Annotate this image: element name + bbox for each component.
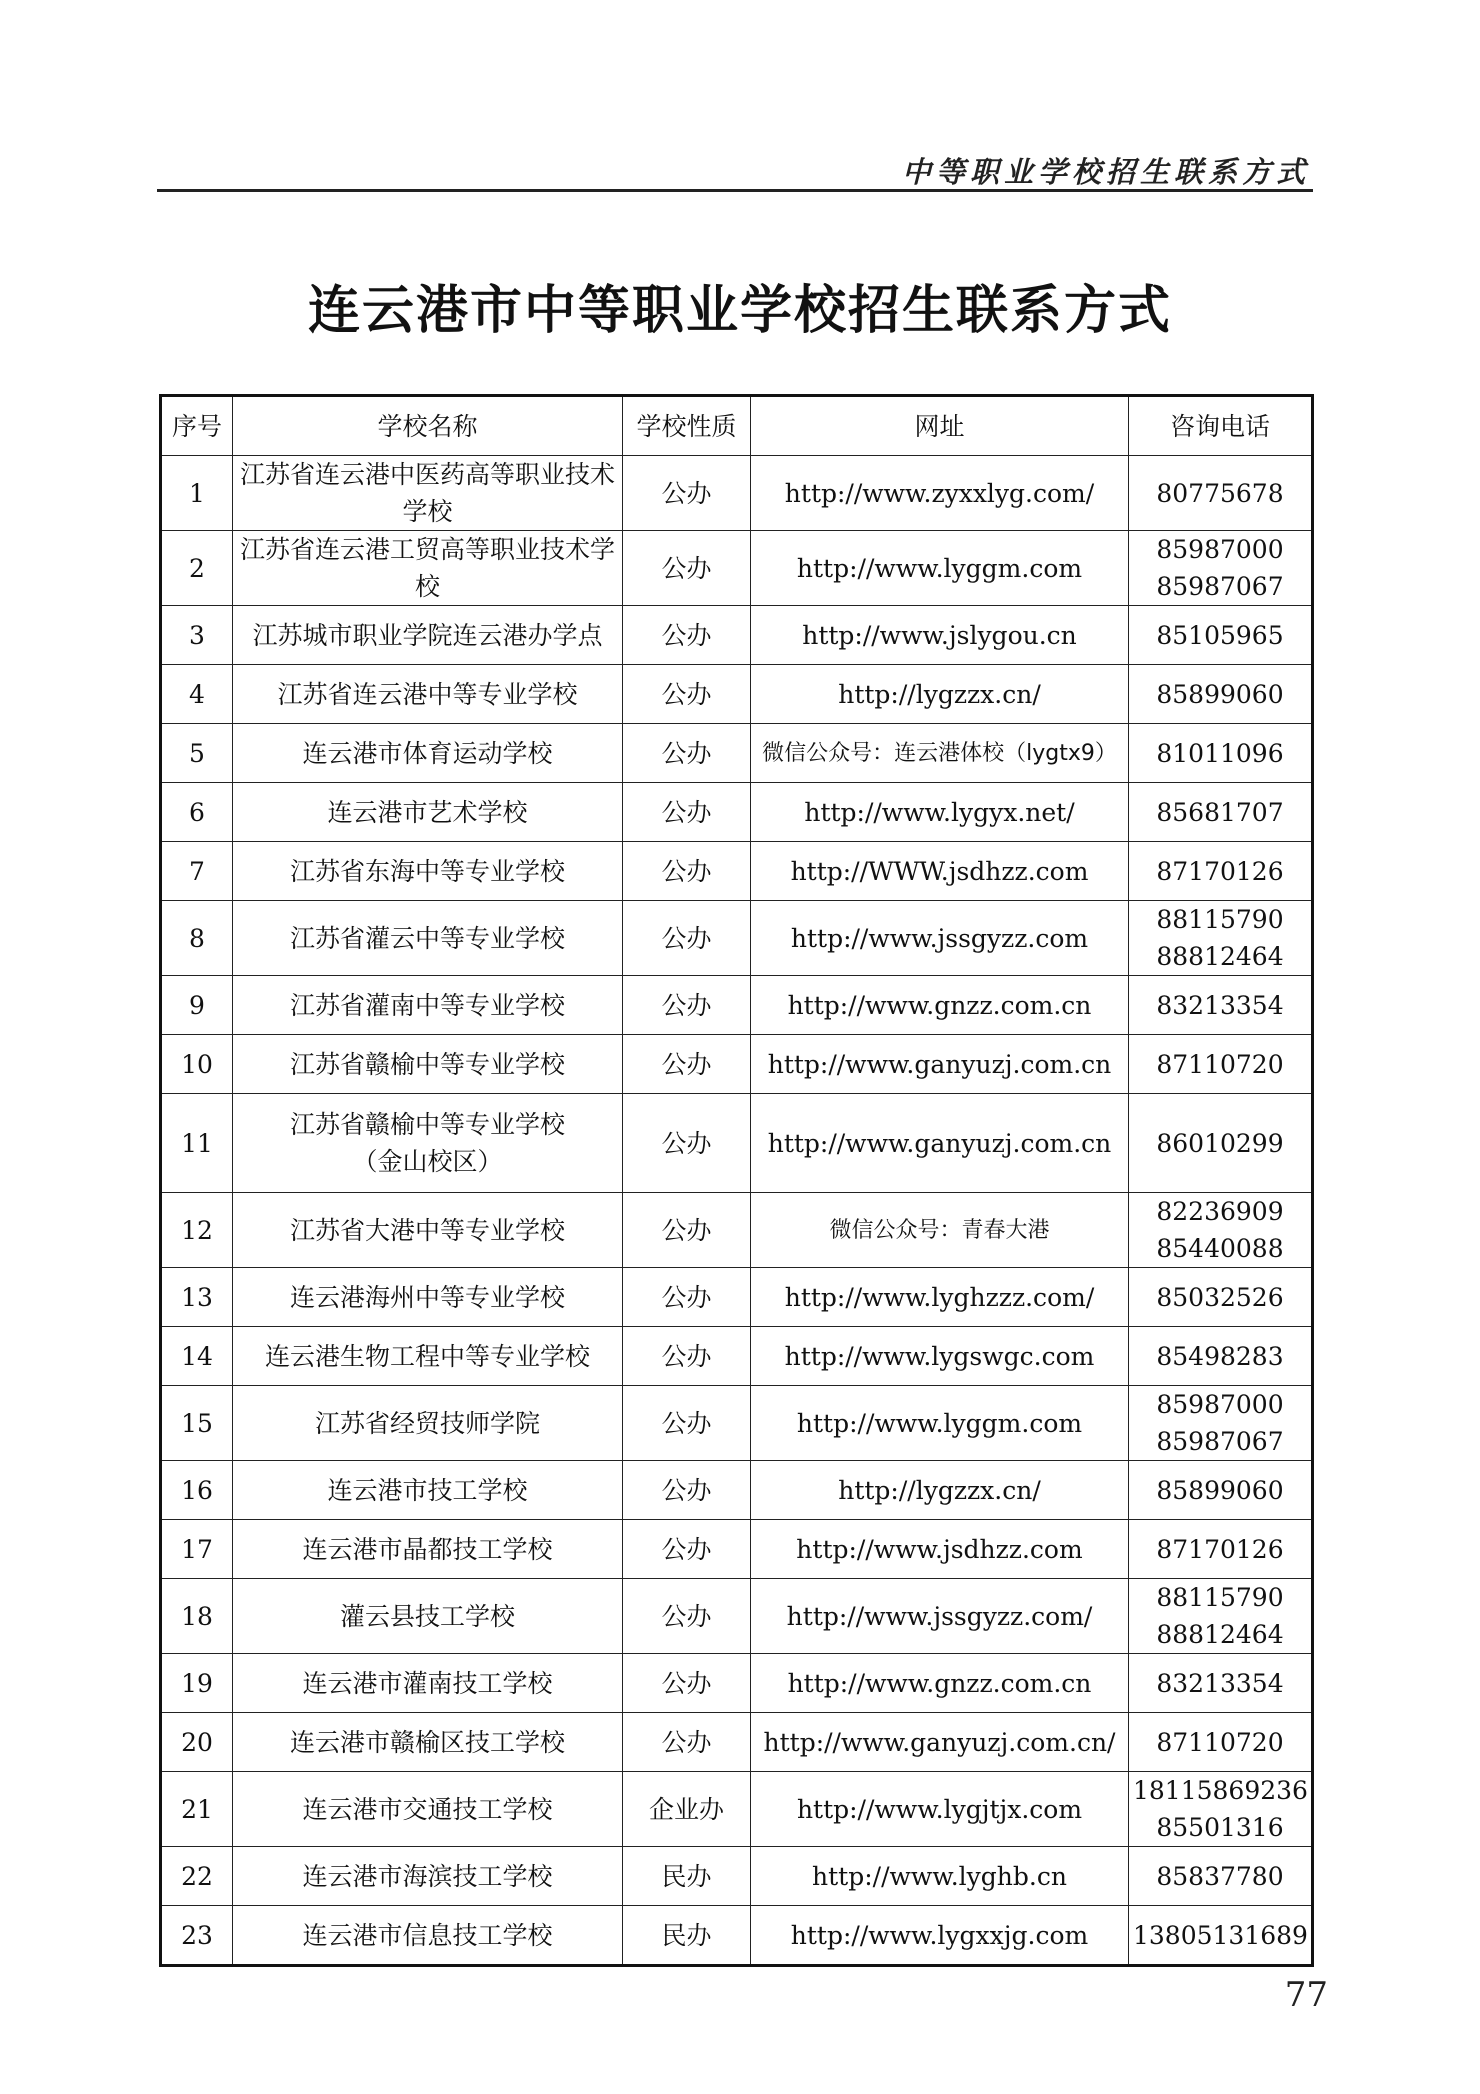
school-url[interactable]: http://www.lyghb.cn (751, 1847, 1129, 1906)
school-type: 公办 (623, 1713, 751, 1772)
phone-number: 85987067 (1156, 572, 1284, 601)
phone-cell (1129, 783, 1313, 842)
school-url[interactable]: http://WWW.jsdhzz.com (751, 842, 1129, 901)
table-row (161, 1520, 1313, 1579)
school-name: 连云港市交通技工学校 (233, 1772, 623, 1847)
row-no: 18 (161, 1579, 233, 1654)
row-no: 17 (161, 1520, 233, 1579)
table-row (161, 1713, 1313, 1772)
school-url[interactable]: http://www.ganyuzj.com.cn/ (751, 1713, 1129, 1772)
phone-cell (1129, 1654, 1313, 1713)
phone-number: 88812464 (1156, 1620, 1284, 1649)
phone-number: 85032526 (1156, 1282, 1284, 1312)
phone-cell (1129, 842, 1313, 901)
row-no: 6 (161, 783, 233, 842)
phone-number: 13805131689 (1133, 1920, 1308, 1950)
school-name: 连云港生物工程中等专业学校 (233, 1327, 623, 1386)
phone-cell (1129, 1772, 1313, 1847)
school-url[interactable]: http://www.ganyuzj.com.cn (751, 1094, 1129, 1193)
school-url[interactable]: http://lygzzx.cn/ (751, 1461, 1129, 1520)
table-header-row (161, 396, 1313, 456)
school-name: 江苏省大港中等专业学校 (233, 1193, 623, 1268)
table-row (161, 1772, 1313, 1847)
phone-number: 85501316 (1156, 1813, 1284, 1842)
table-row (161, 1327, 1313, 1386)
table-row (161, 606, 1313, 665)
table-row (161, 1193, 1313, 1268)
school-wechat: 微信公众号：青春大港 (751, 1193, 1129, 1268)
table-row (161, 842, 1313, 901)
phone-cell (1129, 1386, 1313, 1461)
row-no: 5 (161, 724, 233, 783)
school-name: 连云港市艺术学校 (233, 783, 623, 842)
school-type: 公办 (623, 842, 751, 901)
school-type: 公办 (623, 1579, 751, 1654)
school-url[interactable]: http://www.jssgyzz.com (751, 901, 1129, 976)
school-name: 连云港海州中等专业学校 (233, 1268, 623, 1327)
school-name: 江苏省赣榆中等专业学校 (289, 1110, 565, 1139)
phone-number: 87170126 (1156, 1534, 1284, 1564)
phone-cell (1129, 1579, 1313, 1654)
school-type: 公办 (623, 1193, 751, 1268)
school-type: 公办 (623, 456, 751, 531)
row-no: 22 (161, 1847, 233, 1906)
table-row (161, 976, 1313, 1035)
school-campus: （金山校区） (352, 1147, 503, 1176)
phone-cell (1129, 901, 1313, 976)
school-name: 江苏城市职业学院连云港办学点 (233, 606, 623, 665)
phone-number: 87110720 (1156, 1049, 1284, 1079)
table-row (161, 665, 1313, 724)
school-url[interactable]: http://www.jsdhzz.com (751, 1520, 1129, 1579)
school-url[interactable]: http://www.lygswgc.com (751, 1327, 1129, 1386)
row-no: 19 (161, 1654, 233, 1713)
phone-number: 18115869236 (1133, 1776, 1308, 1805)
phone-number: 85681707 (1156, 797, 1284, 827)
school-name: 江苏省连云港工贸高等职业技术学校 (233, 531, 623, 606)
contacts-table (159, 394, 1314, 1967)
phone-cell (1129, 976, 1313, 1035)
phone-number: 85987000 (1156, 535, 1284, 564)
row-no: 11 (161, 1094, 233, 1193)
table-row (161, 1386, 1313, 1461)
row-no: 20 (161, 1713, 233, 1772)
phone-number: 80775678 (1156, 478, 1284, 508)
row-no: 10 (161, 1035, 233, 1094)
phone-number: 87170126 (1156, 856, 1284, 886)
phone-cell (1129, 456, 1313, 531)
phone-cell (1129, 1094, 1313, 1193)
phone-cell (1129, 665, 1313, 724)
table-row (161, 1268, 1313, 1327)
phone-number: 82236909 (1156, 1197, 1284, 1226)
school-type: 公办 (623, 665, 751, 724)
school-name-cell (233, 1094, 623, 1193)
phone-cell (1129, 1713, 1313, 1772)
table-row (161, 1847, 1313, 1906)
table-row (161, 1654, 1313, 1713)
phone-number: 88812464 (1156, 942, 1284, 971)
table-row (161, 783, 1313, 842)
school-url[interactable]: http://www.lygjtjx.com (751, 1772, 1129, 1847)
phone-number: 81011096 (1156, 738, 1284, 768)
phone-cell (1129, 1847, 1313, 1906)
school-type: 公办 (623, 783, 751, 842)
header-rule (157, 189, 1313, 192)
phone-number: 88115790 (1156, 905, 1284, 934)
phone-cell (1129, 1035, 1313, 1094)
school-url[interactable]: http://www.zyxxlyg.com/ (751, 456, 1129, 531)
phone-number: 85987000 (1156, 1390, 1284, 1419)
school-url[interactable]: http://lygzzx.cn/ (751, 665, 1129, 724)
school-url[interactable]: http://www.jslygou.cn (751, 606, 1129, 665)
phone-cell (1129, 1906, 1313, 1966)
school-name: 江苏省东海中等专业学校 (233, 842, 623, 901)
school-name: 连云港市信息技工学校 (233, 1906, 623, 1966)
phone-number: 87110720 (1156, 1727, 1284, 1757)
row-no: 8 (161, 901, 233, 976)
column-header-phone: 咨询电话 (1129, 396, 1313, 456)
school-type: 公办 (623, 1654, 751, 1713)
table-row (161, 901, 1313, 976)
school-type: 公办 (623, 1268, 751, 1327)
school-type: 企业办 (623, 1772, 751, 1847)
school-url[interactable]: http://www.lygyx.net/ (751, 783, 1129, 842)
table-row (161, 1906, 1313, 1966)
school-url[interactable]: http://www.lyghzzz.com/ (751, 1268, 1129, 1327)
row-no: 15 (161, 1386, 233, 1461)
school-name: 连云港市体育运动学校 (233, 724, 623, 783)
school-name: 连云港市赣榆区技工学校 (233, 1713, 623, 1772)
row-no: 3 (161, 606, 233, 665)
phone-number: 88115790 (1156, 1583, 1284, 1612)
phone-cell (1129, 606, 1313, 665)
school-name: 江苏省灌云中等专业学校 (233, 901, 623, 976)
phone-cell (1129, 1268, 1313, 1327)
page-title: 连云港市中等职业学校招生联系方式 (307, 281, 1172, 341)
school-url[interactable]: http://www.gnzz.com.cn (751, 1654, 1129, 1713)
phone-number: 86010299 (1156, 1128, 1284, 1158)
phone-number: 85837780 (1156, 1861, 1284, 1891)
row-no: 2 (161, 531, 233, 606)
phone-number: 85105965 (1156, 620, 1284, 650)
school-name: 连云港市晶都技工学校 (233, 1520, 623, 1579)
school-url[interactable]: http://www.gnzz.com.cn (751, 976, 1129, 1035)
row-no: 4 (161, 665, 233, 724)
school-name: 江苏省灌南中等专业学校 (233, 976, 623, 1035)
school-url[interactable]: http://www.lyggm.com (751, 531, 1129, 606)
page-number: 77 (1284, 1975, 1328, 2015)
school-wechat: 微信公众号：连云港体校（lygtx9） (751, 724, 1129, 783)
row-no: 7 (161, 842, 233, 901)
phone-number: 85899060 (1156, 1475, 1284, 1505)
phone-cell (1129, 1461, 1313, 1520)
table-row (161, 1094, 1313, 1193)
phone-cell (1129, 1193, 1313, 1268)
phone-number: 85987067 (1156, 1427, 1284, 1456)
table-row (161, 531, 1313, 606)
column-header-type: 学校性质 (623, 396, 751, 456)
row-no: 9 (161, 976, 233, 1035)
row-no: 13 (161, 1268, 233, 1327)
school-name: 连云港市海滨技工学校 (233, 1847, 623, 1906)
column-header-no: 序号 (161, 396, 233, 456)
school-name: 江苏省连云港中等专业学校 (233, 665, 623, 724)
row-no: 14 (161, 1327, 233, 1386)
school-name: 连云港市灌南技工学校 (233, 1654, 623, 1713)
row-no: 16 (161, 1461, 233, 1520)
school-name: 江苏省赣榆中等专业学校 (233, 1035, 623, 1094)
phone-cell (1129, 531, 1313, 606)
row-no: 12 (161, 1193, 233, 1268)
running-header: 中等职业学校招生联系方式 (901, 155, 1310, 189)
school-name: 江苏省经贸技师学院 (233, 1386, 623, 1461)
column-header-url: 网址 (751, 396, 1129, 456)
phone-number: 85899060 (1156, 679, 1284, 709)
school-type: 民办 (623, 1906, 751, 1966)
table-row (161, 1461, 1313, 1520)
school-url[interactable]: http://www.jssgyzz.com/ (751, 1579, 1129, 1654)
phone-cell (1129, 724, 1313, 783)
school-type: 公办 (623, 1035, 751, 1094)
column-header-name: 学校名称 (233, 396, 623, 456)
row-no: 1 (161, 456, 233, 531)
school-url[interactable]: http://www.lygxxjg.com (751, 1906, 1129, 1966)
school-type: 公办 (623, 1094, 751, 1193)
table-row (161, 724, 1313, 783)
school-type: 公办 (623, 1327, 751, 1386)
school-type: 公办 (623, 724, 751, 783)
school-type: 公办 (623, 1520, 751, 1579)
table-row (161, 456, 1313, 531)
row-no: 21 (161, 1772, 233, 1847)
school-type: 公办 (623, 1386, 751, 1461)
school-name: 江苏省连云港中医药高等职业技术学校 (233, 456, 623, 531)
table-row (161, 1035, 1313, 1094)
row-no: 23 (161, 1906, 233, 1966)
school-type: 公办 (623, 606, 751, 665)
school-type: 民办 (623, 1847, 751, 1906)
phone-number: 83213354 (1156, 1668, 1284, 1698)
school-type: 公办 (623, 531, 751, 606)
phone-number: 83213354 (1156, 990, 1284, 1020)
school-url[interactable]: http://www.ganyuzj.com.cn (751, 1035, 1129, 1094)
phone-number: 85498283 (1156, 1341, 1284, 1371)
phone-cell (1129, 1520, 1313, 1579)
phone-cell (1129, 1327, 1313, 1386)
table-row (161, 1579, 1313, 1654)
phone-number: 85440088 (1156, 1234, 1284, 1263)
school-type: 公办 (623, 901, 751, 976)
school-name: 连云港市技工学校 (233, 1461, 623, 1520)
school-type: 公办 (623, 1461, 751, 1520)
school-name: 灌云县技工学校 (233, 1579, 623, 1654)
school-type: 公办 (623, 976, 751, 1035)
school-url[interactable]: http://www.lyggm.com (751, 1386, 1129, 1461)
